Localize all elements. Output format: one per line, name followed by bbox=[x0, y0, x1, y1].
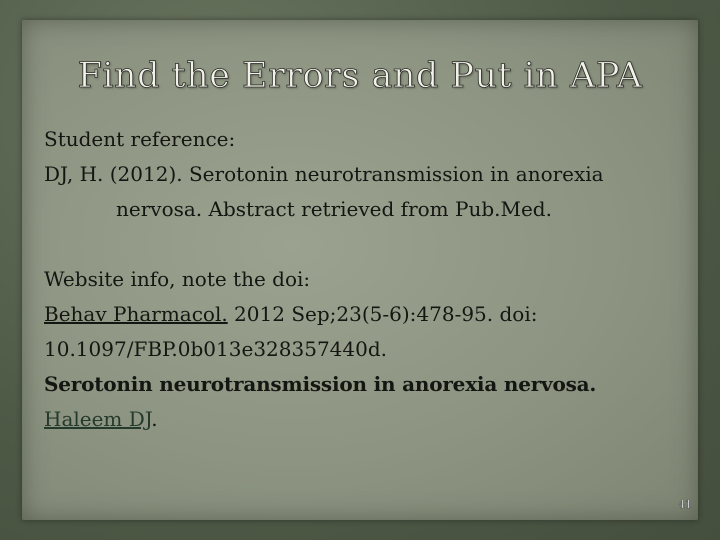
journal-details: 2012 Sep;23(5-6):478-95. doi: bbox=[227, 302, 538, 326]
student-reference-line-2: nervosa. Abstract retrieved from Pub.Med. bbox=[116, 197, 552, 221]
journal-link[interactable]: Behav Pharmacol. bbox=[44, 302, 228, 326]
citation-line bbox=[44, 297, 684, 332]
website-info-label: Website info, note the doi: bbox=[44, 267, 311, 291]
article-title: Serotonin neurotransmission in anorexia nervosa. bbox=[44, 372, 597, 396]
author-line bbox=[44, 402, 684, 437]
slide-body bbox=[44, 122, 684, 437]
student-reference-label: Student reference: bbox=[44, 127, 236, 151]
slide-title: Find the Errors and Put in APA bbox=[77, 56, 643, 96]
doi-line: 10.1097/FBP.0b013e328357440d. bbox=[44, 337, 387, 361]
author-period: . bbox=[151, 407, 158, 431]
author-link[interactable]: Haleem DJ bbox=[44, 407, 152, 431]
student-reference-line-1: DJ, H. (2012). Serotonin neurotransmission in anorexia bbox=[44, 162, 604, 186]
spacer bbox=[44, 227, 684, 262]
page-number: 41 bbox=[678, 498, 692, 511]
